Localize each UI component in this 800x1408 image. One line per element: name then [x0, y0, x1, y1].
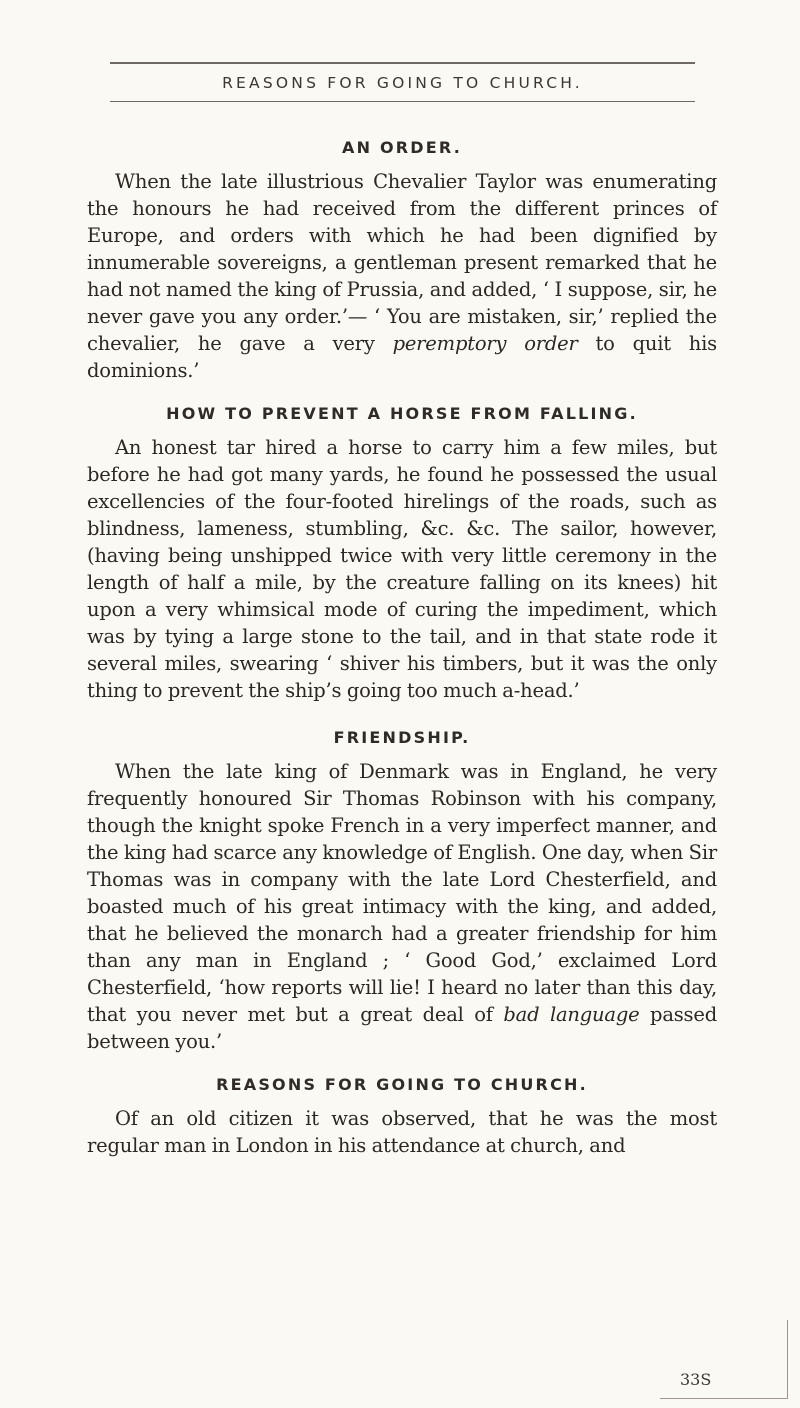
emphasis-text: bad language [503, 1003, 640, 1026]
page-edge-line [787, 1320, 788, 1398]
section-title-friendship: FRIENDSHIP. [333, 728, 471, 747]
page-number: 33S [680, 1370, 712, 1389]
text-run: passed between you.’ [87, 1003, 717, 1053]
header-rule-bottom [110, 101, 695, 102]
section-title-horse: HOW TO PREVENT A HORSE FROM FALLING. [166, 404, 638, 423]
text-run: to quit his dominions.’ [87, 332, 717, 382]
page-header [110, 62, 695, 102]
emphasis-text: peremptory order [392, 332, 578, 355]
text-run: When the late illustrious Chevalier Taylor was enumerating the honours he had received from the different princes of Europe, and orders with which he had been dignified by innumerable sovereigns, a gentleman present remarked that he had not named the king of Prussia, and added, ‘ I suppose, sir, he never gave you any order.’— ‘ You are mistaken, sir,’ replied the chevalier, he gave a very [87, 170, 717, 355]
section-title-church: REASONS FOR GOING TO CHURCH. [216, 1075, 588, 1094]
page-edge-line-bottom [660, 1398, 788, 1399]
header-rule-top [110, 62, 695, 64]
section-text-friendship [87, 758, 717, 1055]
page-body [87, 136, 717, 1159]
running-head: REASONS FOR GOING TO CHURCH. [222, 74, 583, 92]
section-text-church: Of an old citizen it was observed, that he was the most regular man in London in his attendance at church, and [87, 1107, 717, 1157]
text-run: When the late king of Denmark was in England, he very frequently honoured Sir Thomas Robinson with his company, though the knight spoke French in a very imperfect manner, and the king had scarce any knowledge of English. One day, when Sir Thomas was in company with the late Lord Chesterfield, and boasted much of his great intimacy with the king, and added, that he believed the monarch had a greater friendship for him than any man in England ; ‘ Good God,’ exclaimed Lord Chesterfield, ‘how reports will lie! I heard no later than this day, that you never met but a great deal of [87, 760, 717, 1026]
section-title-an-order: AN ORDER. [342, 138, 462, 157]
section-text-horse: An honest tar hired a horse to carry him a few miles, but before he had got many yards, he found he possessed the usual excellencies of the four-footed hirelings of the roads, such as blindness, lameness, stumbling, &c. &c. The sailor, however, (having being unshipped twice with very little ceremony in the length of half a mile, by the creature falling on its knees) hit upon a very whimsical mode of curing the impediment, which was by tying a large stone to the tail, and in that state rode it several miles, swearing ‘ shiver his timbers, but it was the only thing to prevent the ship’s going too much a-head.’ [87, 436, 717, 702]
section-text-an-order [87, 168, 717, 384]
